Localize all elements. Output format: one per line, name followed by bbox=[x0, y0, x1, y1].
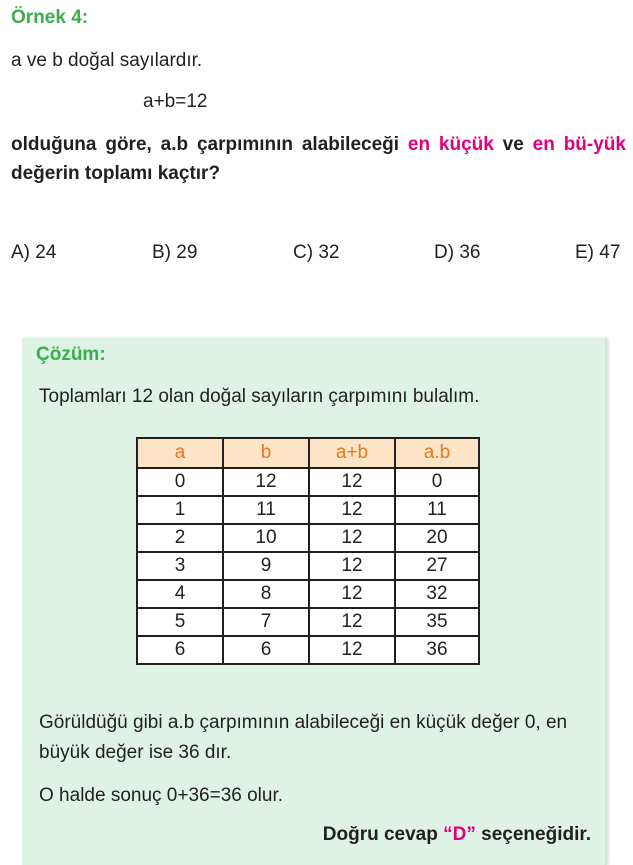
answer-text bbox=[323, 824, 591, 846]
answer-part: Doğru cevap bbox=[322, 824, 444, 845]
table-cell: 12 bbox=[309, 608, 395, 636]
table-cell: 0 bbox=[395, 468, 479, 496]
conclusion-text: Görüldüğü gibi a.b çarpımının alabileceği en küçük değer 0, en büyük değer ise 36 dır. bbox=[39, 712, 568, 763]
solution-intro: Toplamları 12 olan doğal sayıların çarpımını bulalım. bbox=[39, 386, 480, 407]
header-sum: a+b bbox=[309, 438, 395, 468]
table-row bbox=[137, 552, 479, 580]
choice-d[interactable]: D) 36 bbox=[434, 242, 481, 263]
header-product: a.b bbox=[395, 438, 479, 468]
table-row bbox=[137, 468, 479, 496]
choice-b[interactable]: B) 29 bbox=[152, 242, 198, 263]
result-text: O halde sonuç 0+36=36 olur. bbox=[39, 785, 284, 806]
solution-title: Çözüm: bbox=[36, 344, 106, 365]
table-cell: 9 bbox=[223, 552, 309, 580]
table-row bbox=[137, 524, 479, 552]
product-table bbox=[136, 437, 480, 665]
table-cell: 3 bbox=[137, 552, 223, 580]
table-header-row bbox=[137, 438, 479, 468]
question-part: olduğuna göre, a.b çarpımının alabileceği bbox=[11, 134, 408, 155]
table-cell: 27 bbox=[395, 552, 479, 580]
table-cell: 1 bbox=[137, 496, 223, 524]
table-cell: 12 bbox=[309, 552, 395, 580]
table-cell: 7 bbox=[223, 608, 309, 636]
table-cell: 12 bbox=[223, 468, 309, 496]
choice-a[interactable]: A) 24 bbox=[11, 242, 57, 263]
header-a: a bbox=[137, 438, 223, 468]
header-b: b bbox=[223, 438, 309, 468]
table-cell: 20 bbox=[395, 524, 479, 552]
choice-e[interactable]: E) 47 bbox=[575, 242, 621, 263]
table-cell: 0 bbox=[137, 468, 223, 496]
table-cell: 11 bbox=[223, 496, 309, 524]
table-row bbox=[137, 608, 479, 636]
table-cell: 11 bbox=[395, 496, 479, 524]
table-row bbox=[137, 496, 479, 524]
table-cell: 4 bbox=[137, 580, 223, 608]
table-cell: 12 bbox=[309, 580, 395, 608]
table-cell: 12 bbox=[309, 468, 395, 496]
table-cell: 12 bbox=[309, 636, 395, 664]
table-cell: 35 bbox=[395, 608, 479, 636]
table-cell: 12 bbox=[309, 524, 395, 552]
table-cell: 8 bbox=[223, 580, 309, 608]
table-cell: 2 bbox=[137, 524, 223, 552]
table-cell: 12 bbox=[309, 496, 395, 524]
equation: a+b=12 bbox=[143, 91, 208, 112]
table-cell: 10 bbox=[223, 524, 309, 552]
question-text bbox=[11, 130, 626, 188]
table-cell: 6 bbox=[137, 636, 223, 664]
answer-choice: “D” bbox=[443, 824, 476, 845]
question-part: değerin toplamı kaçtır? bbox=[11, 163, 221, 184]
choice-c[interactable]: C) 32 bbox=[293, 242, 340, 263]
table-cell: 36 bbox=[395, 636, 479, 664]
question-part: ve bbox=[493, 134, 533, 155]
table-cell: 6 bbox=[223, 636, 309, 664]
highlight-largest: en bü-yük bbox=[532, 134, 626, 155]
highlight-smallest: en küçük bbox=[407, 134, 494, 155]
table-row bbox=[137, 636, 479, 664]
answer-part: seçeneğidir. bbox=[475, 824, 591, 845]
table-cell: 32 bbox=[395, 580, 479, 608]
premise-text: a ve b doğal sayılardır. bbox=[11, 50, 203, 71]
solution-panel bbox=[22, 338, 607, 865]
example-title: Örnek 4: bbox=[11, 7, 89, 28]
table-cell: 5 bbox=[137, 608, 223, 636]
table-row bbox=[137, 580, 479, 608]
